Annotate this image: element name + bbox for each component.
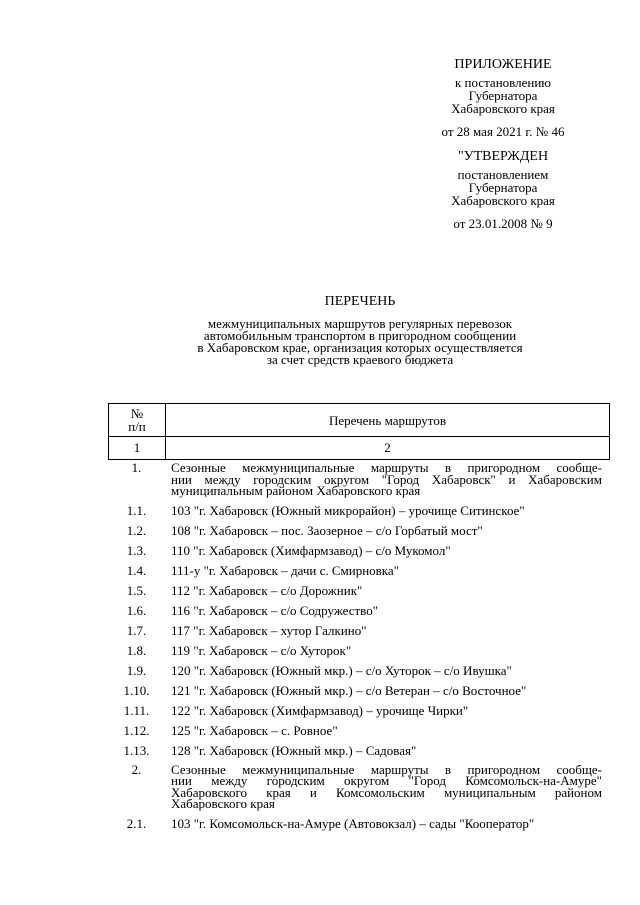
route-text [165,761,602,811]
row-number: 1.10. [123,682,150,698]
appendix-date: от 28 мая 2021 г. № 46 [441,124,565,139]
appendix-line: Хабаровского края [451,101,555,116]
route-text: 119 "г. Хабаровск – с/о Хуторок" [171,642,352,658]
approved-line: Губернатора [468,180,538,195]
table-row [108,684,610,704]
header-num-bottom: п/п [128,419,146,434]
route-text: 120 "г. Хабаровск (Южный мкр.) – с/о Хуторок – с/о Ивушка" [171,662,512,678]
row-number: 1.9. [126,662,147,678]
table-row [108,744,610,764]
route-text: 128 "г. Хабаровск (Южный мкр.) – Садовая" [171,742,417,758]
row-number: 1.1. [126,502,147,518]
route-text-line: Хабаровского края [171,796,275,811]
subtitle-line: в Хабаровском крае, организация которых осуществляется [197,340,523,355]
approved-line: постановлением [457,167,549,182]
route-text: 108 "г. Хабаровск – пос. Заозерное – с/о Горбатый мост" [171,522,483,538]
route-text-line: Сезонные межмуниципальные маршруты в пригородном сообще- [171,460,602,475]
route-text [165,462,602,497]
route-text: 103 "г. Хабаровск (Южный микрорайон) – урочище Ситинское" [171,502,525,518]
row-number: 1.7. [126,622,147,638]
route-text-line: нии между городским округом "Город Комсомольск-на-Амуре" [171,773,602,788]
row-number: 1.4. [126,562,147,578]
route-text: 122 "г. Хабаровск (Химфармзавод) – урочище Чирки" [171,702,469,718]
header-num-top: № [130,406,144,421]
table-row [108,704,610,724]
route-text: 117 "г. Хабаровск – хутор Галкино" [171,622,367,638]
route-text-line: Сезонные межмуниципальные маршруты в пригородном сообще- [171,761,602,777]
column-number-2: 2 [166,437,610,460]
appendix-line: к постановлению [454,75,552,90]
route-text: 121 "г. Хабаровск (Южный мкр.) – с/о Ветеран – с/о Восточное" [171,682,527,698]
route-text-line: Хабаровского края и Комсомольским муниципальным районом [171,784,602,800]
route-text: 110 "г. Хабаровск (Химфармзавод) – с/о Мукомол" [171,542,451,558]
route-text-line: муниципальным районом Хабаровского края [171,483,421,498]
route-text-line: нии между городским округом "Город Хабаровск" и Хабаровским [171,471,602,487]
approved-line: Хабаровского края [451,193,555,208]
subtitle-line: за счет средств краевого бюджета [266,352,454,367]
routes-list [108,462,610,837]
table-row [108,624,610,644]
row-number: 2. [131,761,142,777]
route-text: 111-у "г. Хабаровск – дачи с. Смирновка" [171,562,400,578]
appendix-line: Губернатора [468,88,538,103]
row-number: 1.2. [126,522,147,538]
route-text: 125 "г. Хабаровск – с. Ровное" [171,722,338,738]
approved-block [418,150,588,230]
approved-date: от 23.01.2008 № 9 [453,216,553,231]
row-number: 1.5. [126,582,147,598]
row-number: 1. [131,460,142,475]
table-row [108,504,610,524]
row-number: 1.13. [123,742,150,758]
table-row [108,564,610,584]
table-row [108,544,610,564]
subtitle-line: межмуниципальных маршрутов регулярных перевозок [207,316,513,331]
table-row [108,664,610,684]
table-row [108,524,610,544]
routes-table-header [108,403,610,460]
route-text: 103 "г. Комсомольск-на-Амуре (Автовокзал) – сады "Кооператор" [171,815,535,831]
table-row [108,604,610,624]
table-row [108,817,610,837]
approved-title: "УТВЕРЖДЕН [457,149,549,164]
row-number: 2.1. [126,815,147,831]
table-row [108,644,610,664]
row-number: 1.11. [123,702,150,718]
document-title: ПЕРЕЧЕНЬ [324,294,396,309]
header-list-cell: Перечень маршрутов [166,404,610,437]
row-number: 1.12. [123,722,150,738]
table-row [108,584,610,604]
row-number: 1.8. [126,642,147,658]
appendix-block [418,58,588,138]
subtitle-line: автомобильным транспортом в пригородном сообщении [203,328,517,343]
route-text: 112 "г. Хабаровск – с/о Дорожник" [171,582,363,598]
route-text: 116 "г. Хабаровск – с/о Содружество" [171,602,379,618]
row-number: 1.6. [126,602,147,618]
table-row [108,761,610,811]
document-subtitle [150,318,570,366]
table-row [108,462,610,497]
header-num-cell [109,404,166,437]
table-row [108,724,610,744]
appendix-title: ПРИЛОЖЕНИЕ [454,57,552,72]
column-number-1: 1 [109,437,166,460]
row-number: 1.3. [126,542,147,558]
